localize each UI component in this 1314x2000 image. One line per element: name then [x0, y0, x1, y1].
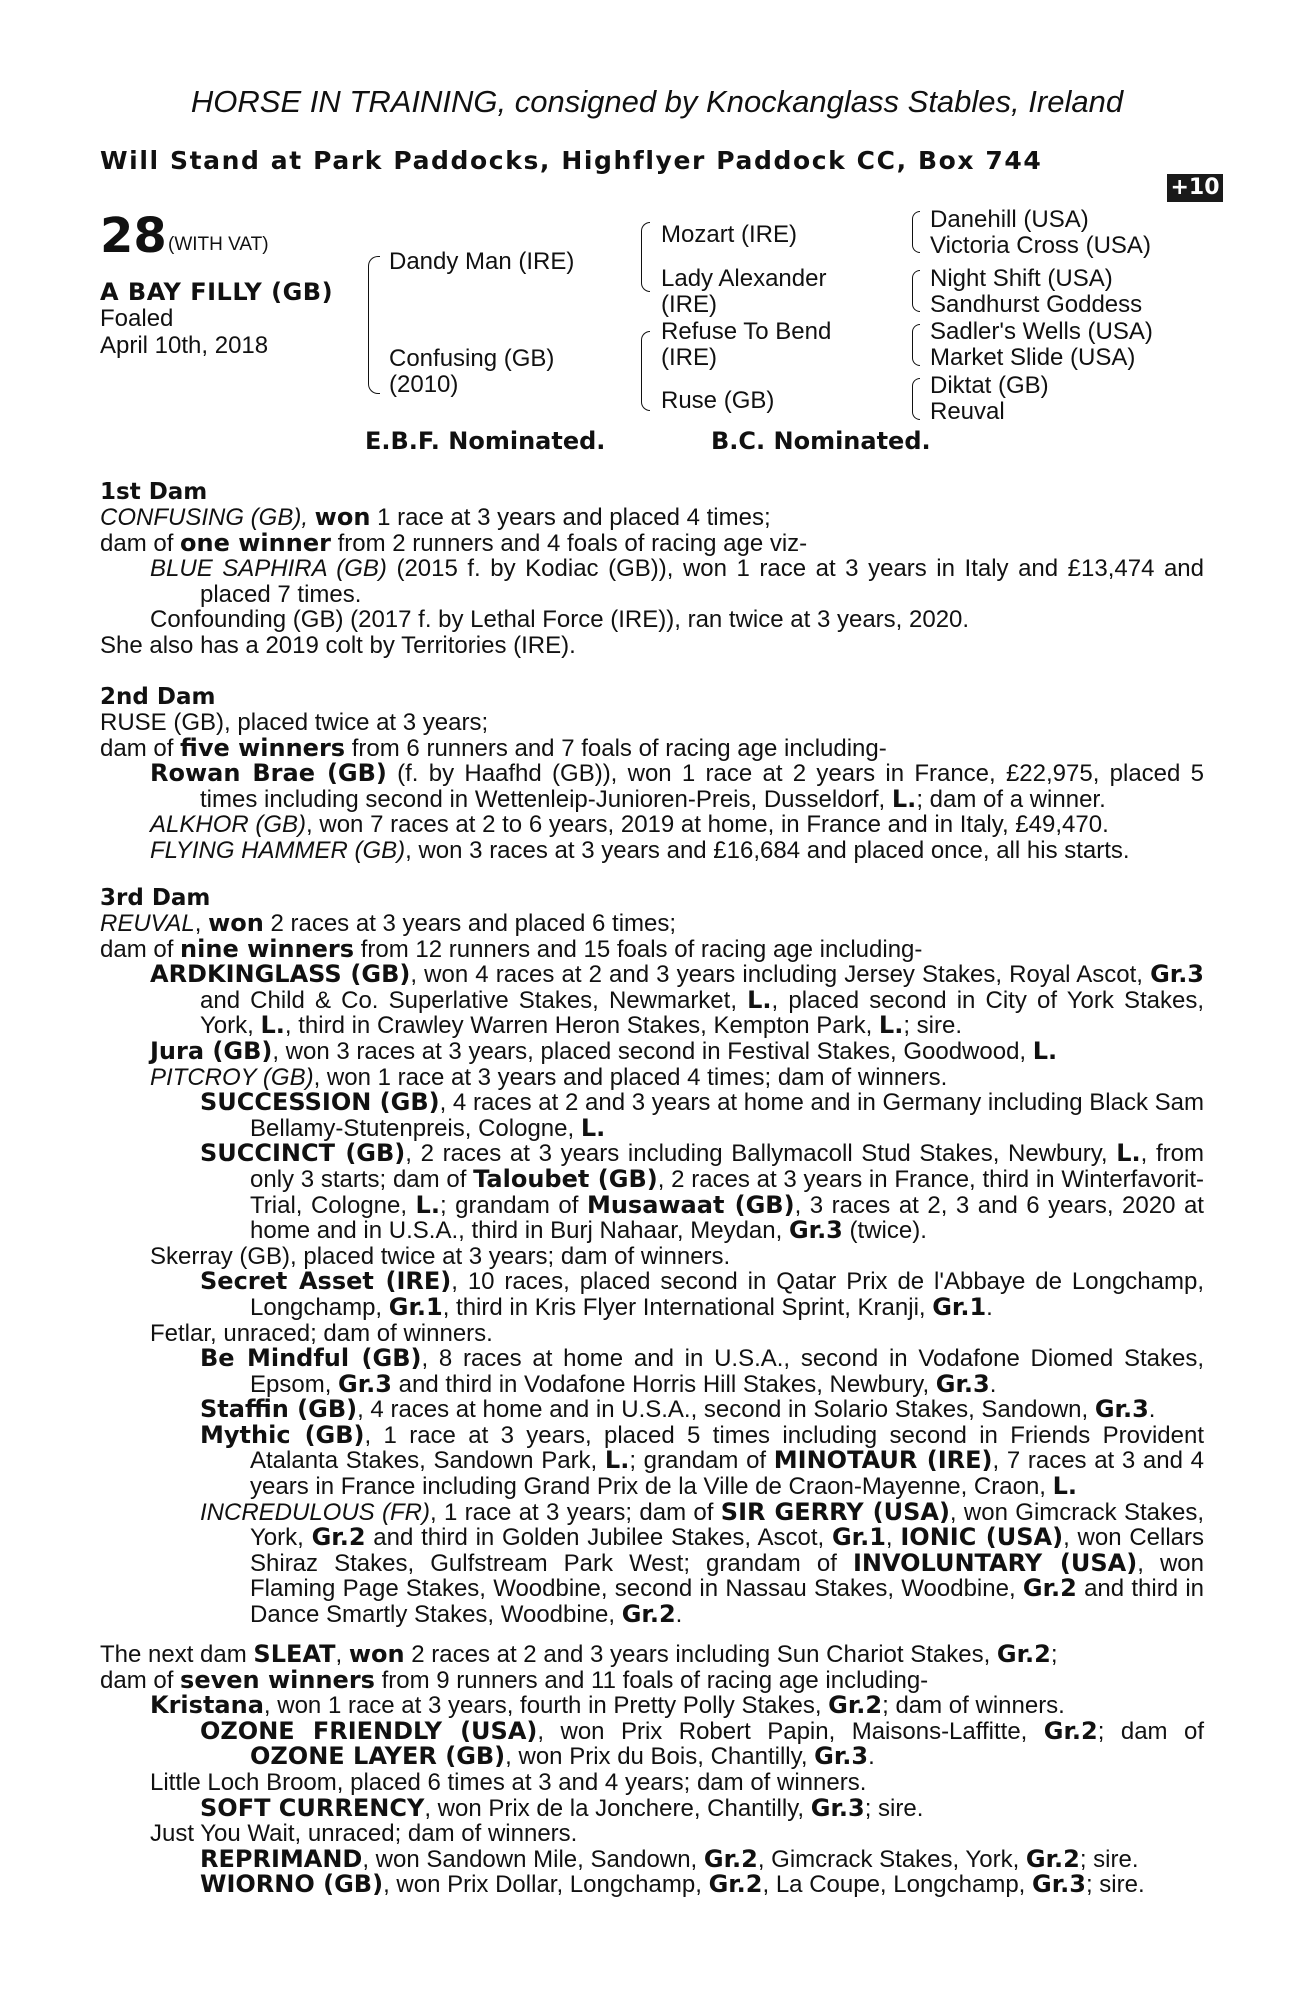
produce-note: She also has a 2019 colt by Territories (IRE).	[100, 631, 576, 659]
produce-entry: Be Mindful (GB), 8 races at home and in U.S.A., second in Vodafone Diomed Stakes, Epsom, Gr.3 and third in Vodafone Horris Hill Stakes, Newbury, Gr.3.	[200, 1344, 1204, 1398]
produce-entry: ARDKINGLASS (GB), won 4 races at 2 and 3 years including Jersey Stakes, Royal Ascot, Gr.3 and Child & Co. Superlative Stakes, Newmarket, L., placed second in City of York Stakes, York, L., third in Crawley Warren Heron Stakes, Kempton Park, L.; sire.	[150, 960, 1205, 1040]
vat-note: (WITH VAT)	[168, 234, 269, 255]
produce-entry: SUCCINCT (GB), 2 races at 3 years including Ballymacoll Stud Stakes, Newbury, L., from only 3 starts; dam of Taloubet (GB), 2 races at 3 years in France, third in Winterfavorit-Trial, Cologne, L.; grandam of Musawaat (GB), 3 races at 2, 3 and 6 years, 2020 at home and in U.S.A., third in Burj Nahaar, Meydan, Gr.3 (twice).	[200, 1139, 1205, 1245]
pedigree-dam-line2: (2010)	[389, 371, 459, 398]
produce-entry: REPRIMAND, won Sandown Mile, Sandown, Gr.2, Gimcrack Stakes, York, Gr.2; sire.	[200, 1844, 1139, 1873]
produce-entry: Skerray (GB), placed twice at 3 years; dam of winners.	[150, 1242, 731, 1270]
pedigree-brace-3b	[912, 270, 920, 312]
dam-produce-line: dam of five winners from 6 runners and 7 foals of racing age including-	[100, 733, 887, 762]
pedigree-g3-3: Night Shift (USA)	[930, 265, 1113, 292]
produce-entry: Confounding (GB) (2017 f. by Lethal Force (IRE)), ran twice at 3 years, 2020.	[150, 606, 970, 634]
pedigree-dam-sire-line2: (IRE)	[661, 344, 717, 371]
produce-entry: Kristana, won 1 race at 3 years, fourth in Pretty Polly Stakes, Gr.2; dam of winners.	[150, 1691, 1065, 1720]
produce-entry: Jura (GB), won 3 races at 3 years, placed second in Festival Stakes, Goodwood, L.	[150, 1036, 1058, 1065]
lot-number: 28	[100, 208, 167, 264]
lot-title: A BAY FILLY (GB)	[100, 278, 334, 306]
pedigree-sire-sire: Mozart (IRE)	[661, 221, 798, 248]
stand-location: Will Stand at Park Paddocks, Highflyer Paddock CC, Box 744	[100, 146, 1043, 175]
produce-entry: Just You Wait, unraced; dam of winners.	[150, 1820, 578, 1848]
pedigree-brace-3d	[912, 378, 920, 420]
pedigree-g3-7: Diktat (GB)	[930, 372, 1049, 399]
pedigree-g3-1: Danehill (USA)	[930, 206, 1089, 233]
pedigree-dam-line1: Confusing (GB)	[389, 345, 555, 372]
produce-entry: Little Loch Broom, placed 6 times at 3 and 4 years; dam of winners.	[150, 1768, 867, 1796]
section-title: 2nd Dam	[100, 684, 216, 710]
bc-nominated: B.C. Nominated.	[711, 427, 931, 455]
section-title: 1st Dam	[100, 479, 208, 505]
pedigree-brace-dam	[641, 331, 650, 411]
third-dam-section	[100, 885, 1204, 1628]
dam-line: CONFUSING (GB), won 1 race at 3 years and placed 4 times;	[100, 503, 771, 531]
produce-entry: Fetlar, unraced; dam of winners.	[150, 1319, 493, 1347]
produce-entry: Rowan Brae (GB) (f. by Haafhd (GB)), won 1 race at 2 years in France, £22,975, placed 5 times including second in Wettenleip-Junioren-Preis, Dusseldorf, L.; dam of a winner.	[150, 759, 1204, 813]
pedigree-g3-5: Sadler's Wells (USA)	[930, 318, 1153, 345]
pedigree-sire-dam-line1: Lady Alexander	[661, 265, 827, 292]
produce-entry: INCREDULOUS (FR), 1 race at 3 years; dam of SIR GERRY (USA), won Gimcrack Stakes, York, Gr.2 and third in Golden Jubilee Stakes, Ascot, Gr.1, IONIC (USA), won Cellars Shiraz Stakes, Gulfstream Park West; grandam of INVOLUNTARY (USA), won Flaming Page Stakes, Woodbine, second in Nassau Stakes, Woodbine, Gr.2 and third in Dance Smartly Stakes, Woodbine, Gr.2.	[200, 1497, 1205, 1629]
ebf-nominated: E.B.F. Nominated.	[365, 427, 606, 455]
produce-entry: ALKHOR (GB), won 7 races at 2 to 6 years, 2019 at home, in France and in Italy, £49,470.	[150, 811, 1109, 839]
produce-entry: WIORNO (GB), won Prix Dollar, Longchamp, Gr.2, La Coupe, Longchamp, Gr.3; sire.	[200, 1870, 1145, 1899]
first-dam-section	[100, 479, 1204, 659]
produce-entry: SUCCESSION (GB), 4 races at 2 and 3 years at home and in Germany including Black Sam Bellamy-Stutenpreis, Cologne, L.	[200, 1088, 1204, 1142]
foaled-date: April 10th, 2018	[100, 332, 269, 359]
dam-line: The next dam SLEAT, won 2 races at 2 and 3 years including Sun Chariot Stakes, Gr.2;	[100, 1640, 1058, 1668]
dam-produce-line: dam of seven winners from 9 runners and 11 foals of racing age including-	[100, 1665, 929, 1694]
produce-entry: PITCROY (GB), won 1 race at 3 years and placed 4 times; dam of winners.	[150, 1063, 948, 1091]
plus-ten-badge: +10	[1167, 174, 1223, 202]
pedigree-brace-gen1	[368, 256, 380, 394]
pedigree-brace-sire	[641, 222, 650, 292]
produce-entry: Secret Asset (IRE), 10 races, placed second in Qatar Prix de l'Abbaye de Longchamp, Longchamp, Gr.1, third in Kris Flyer International Sprint, Kranji, Gr.1.	[200, 1267, 1204, 1321]
pedigree-g3-4: Sandhurst Goddess	[930, 291, 1143, 318]
dam-produce-line: dam of one winner from 2 runners and 4 foals of racing age viz-	[100, 528, 808, 557]
produce-entry: SOFT CURRENCY, won Prix de la Jonchere, Chantilly, Gr.3; sire.	[200, 1793, 924, 1822]
pedigree-g3-6: Market Slide (USA)	[930, 344, 1136, 371]
produce-entry: Mythic (GB), 1 race at 3 years, placed 5 times including second in Friends Provident Atalanta Stakes, Sandown Park, L.; grandam of MINOTAUR (IRE), 7 races at 3 and 4 years in France including Grand Prix de la Ville de Craon-Mayenne, Craon, L.	[200, 1420, 1204, 1501]
foaled-label: Foaled	[100, 305, 174, 332]
produce-entry: OZONE FRIENDLY (USA), won Prix Robert Papin, Maisons-Laffitte, Gr.2; dam of OZONE LAYER (GB), won Prix du Bois, Chantilly, Gr.3.	[200, 1716, 1204, 1771]
section-title: 3rd Dam	[100, 885, 211, 911]
pedigree-sire-dam-line2: (IRE)	[661, 291, 717, 318]
produce-entry: BLUE SAPHIRA (GB) (2015 f. by Kodiac (GB)), won 1 race at 3 years in Italy and £13,474 and placed 7 times.	[150, 555, 1204, 608]
next-dam-section	[100, 1642, 1204, 1898]
produce-entry: Staffin (GB), 4 races at home and in U.S.A., second in Solario Stakes, Sandown, Gr.3.	[200, 1395, 1156, 1424]
pedigree-brace-3a	[912, 211, 920, 253]
produce-entry: FLYING HAMMER (GB), won 3 races at 3 years and £16,684 and placed once, all his starts.	[150, 836, 1130, 864]
second-dam-section	[100, 684, 1204, 864]
pedigree-g3-2: Victoria Cross (USA)	[930, 232, 1151, 259]
dam-produce-line: dam of nine winners from 12 runners and 15 foals of racing age including-	[100, 934, 923, 963]
pedigree-sire: Dandy Man (IRE)	[389, 248, 575, 275]
pedigree-dam-dam: Ruse (GB)	[661, 387, 775, 414]
pedigree-brace-3c	[912, 324, 920, 366]
pedigree-g3-8: Reuval	[930, 398, 1005, 425]
consignor-line: HORSE IN TRAINING, consigned by Knockanglass Stables, Ireland	[190, 84, 1124, 119]
pedigree-dam-sire-line1: Refuse To Bend	[661, 318, 832, 345]
dam-line: REUVAL, won 2 races at 3 years and placed 6 times;	[100, 909, 677, 937]
dam-line: RUSE (GB), placed twice at 3 years;	[100, 709, 489, 736]
